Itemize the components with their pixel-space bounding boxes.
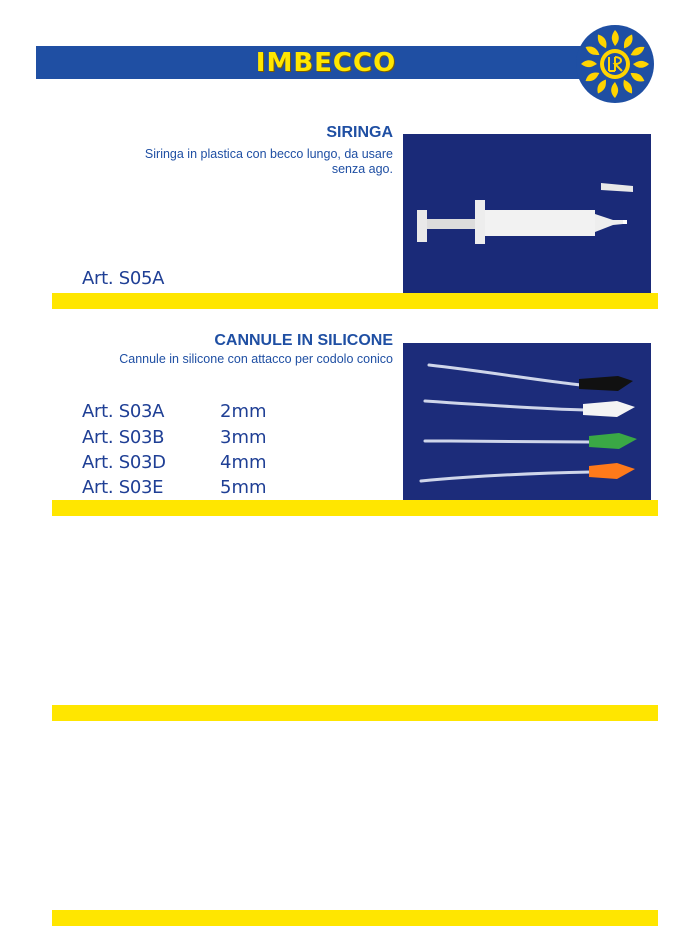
page-title: IMBECCO [255,48,397,78]
article-size: 4mm [220,452,267,473]
description-line: Siringa in plastica con becco lungo, da usare [144,147,393,161]
section-title-cannule: CANNULE IN SILICONE [214,332,393,349]
article-size: 3mm [220,427,267,448]
divider-stripe [52,293,658,309]
description-line: Cannule in silicone con attacco per codolo conico [119,352,393,366]
section-title-siringa: SIRINGA [326,124,393,141]
syringe-photo [403,134,651,300]
article-size: 5mm [220,477,267,498]
description-line: senza ago. [331,162,393,176]
divider-stripe [52,910,658,926]
cannulas-photo [403,343,651,509]
section-description-siringa [145,147,393,177]
article-size: 2mm [220,401,267,422]
header-banner [36,46,616,79]
article-code: Art. S03E [82,477,164,498]
section-description-cannule [119,352,393,367]
divider-stripe [52,705,658,721]
article-code: Art. S03A [82,401,165,422]
sun-logo-icon [575,24,655,104]
divider-stripe [52,500,658,516]
article-code: Art. S05A [82,268,165,289]
article-code: Art. S03B [82,427,165,448]
article-code: Art. S03D [82,452,166,473]
